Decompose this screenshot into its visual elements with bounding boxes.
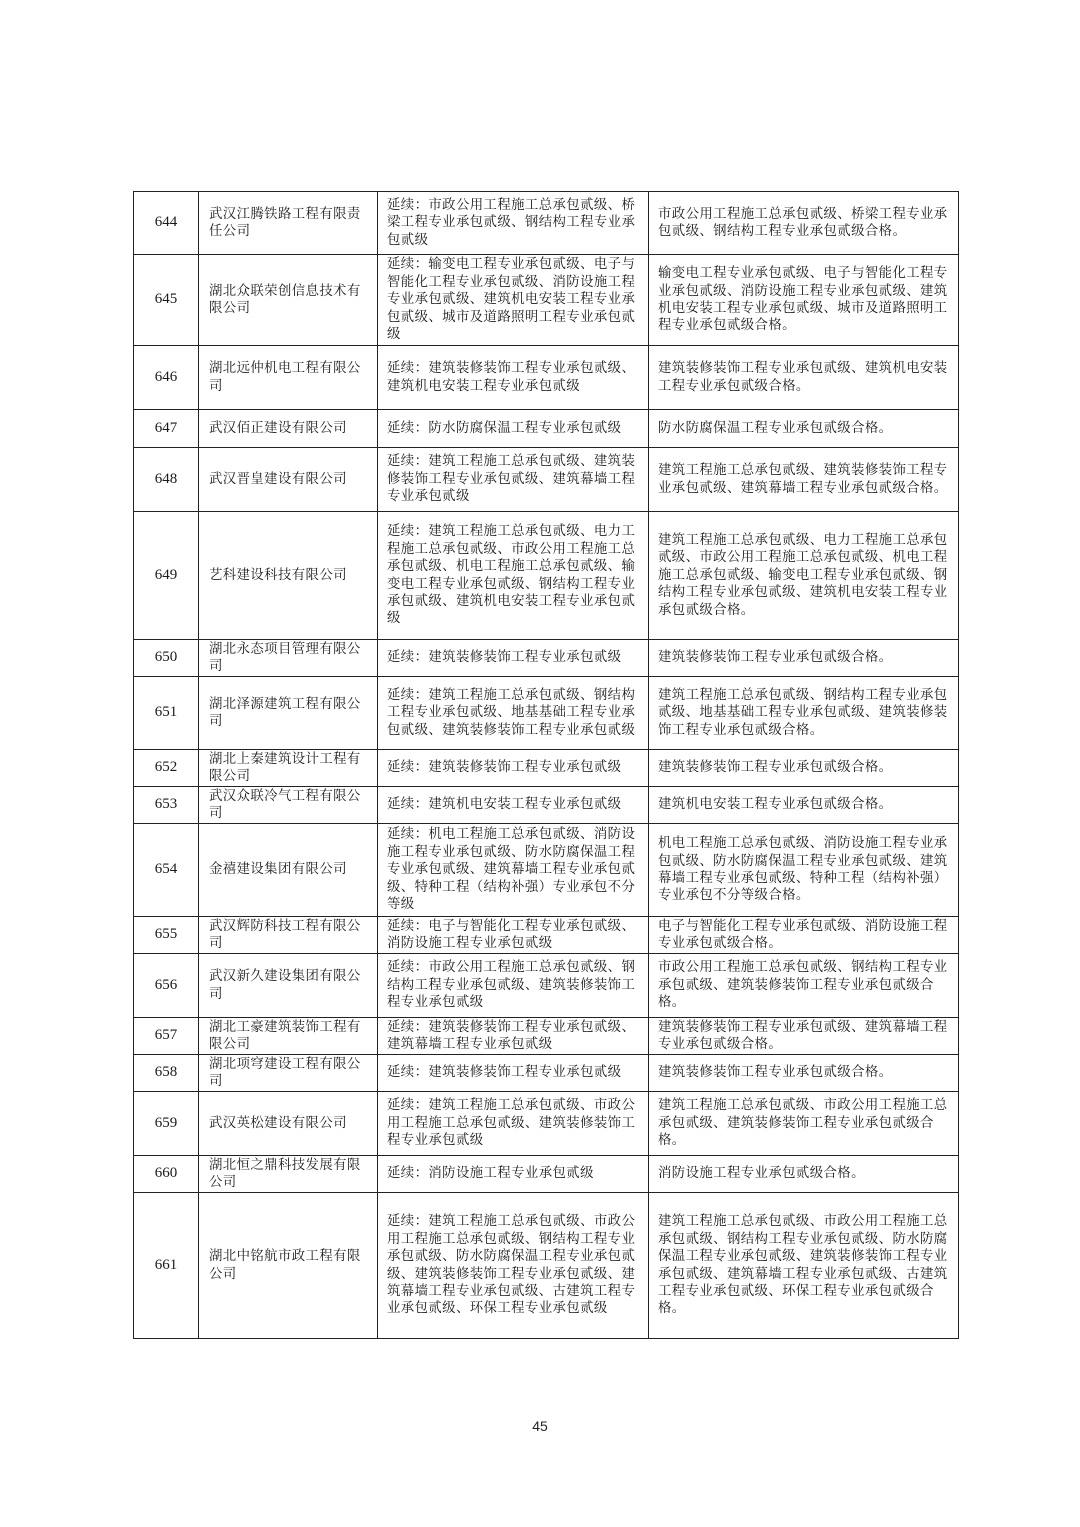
application-content: 延续：建筑工程施工总承包贰级、建筑装修装饰工程专业承包贰级、建筑幕墙工程专业承包贰级	[378, 448, 649, 512]
review-result: 建筑装修装饰工程专业承包贰级合格。	[649, 640, 959, 677]
company-name: 艺科建设科技有限公司	[199, 512, 378, 640]
table-row	[134, 917, 959, 954]
table-row	[134, 448, 959, 512]
table-row	[134, 1193, 959, 1339]
company-name: 武汉新久建设集团有限公司	[199, 954, 378, 1018]
table-row	[134, 824, 959, 917]
company-name: 湖北项穹建设工程有限公司	[199, 1055, 378, 1092]
table-row	[134, 954, 959, 1018]
company-name: 湖北工豪建筑装饰工程有限公司	[199, 1018, 378, 1055]
review-result: 建筑装修装饰工程专业承包贰级合格。	[649, 1055, 959, 1092]
review-result: 市政公用工程施工总承包贰级、桥梁工程专业承包贰级、钢结构工程专业承包贰级合格。	[649, 192, 959, 255]
table-row	[134, 512, 959, 640]
row-number: 660	[134, 1156, 199, 1193]
review-result: 建筑装修装饰工程专业承包贰级合格。	[649, 750, 959, 787]
company-name: 湖北众联荣创信息技术有限公司	[199, 255, 378, 346]
row-number: 644	[134, 192, 199, 255]
table-row	[134, 410, 959, 448]
table-row	[134, 1156, 959, 1193]
application-content: 延续：建筑装修装饰工程专业承包贰级	[378, 750, 649, 787]
review-result: 输变电工程专业承包贰级、电子与智能化工程专业承包贰级、消防设施工程专业承包贰级、建筑机电安装工程专业承包贰级、城市及道路照明工程专业承包贰级合格。	[649, 255, 959, 346]
row-number: 657	[134, 1018, 199, 1055]
row-number: 658	[134, 1055, 199, 1092]
application-content: 延续：建筑机电安装工程专业承包贰级	[378, 787, 649, 824]
application-content: 延续：建筑装修装饰工程专业承包贰级	[378, 1055, 649, 1092]
review-result: 建筑工程施工总承包贰级、市政公用工程施工总承包贰级、钢结构工程专业承包贰级、防水防腐保温工程专业承包贰级、建筑装修装饰工程专业承包贰级、建筑幕墙工程专业承包贰级、古建筑工程专业承包贰级、环保工程专业承包贰级合格。	[649, 1193, 959, 1339]
row-number: 652	[134, 750, 199, 787]
table-row	[134, 346, 959, 410]
company-name: 湖北中铭航市政工程有限公司	[199, 1193, 378, 1339]
review-result: 防水防腐保温工程专业承包贰级合格。	[649, 410, 959, 448]
application-content: 延续：建筑装修装饰工程专业承包贰级、建筑幕墙工程专业承包贰级	[378, 1018, 649, 1055]
row-number: 661	[134, 1193, 199, 1339]
row-number: 649	[134, 512, 199, 640]
review-result: 建筑工程施工总承包贰级、钢结构工程专业承包贰级、地基基础工程专业承包贰级、建筑装修装饰工程专业承包贰级合格。	[649, 677, 959, 750]
review-result: 建筑装修装饰工程专业承包贰级、建筑机电安装工程专业承包贰级合格。	[649, 346, 959, 410]
table-row	[134, 1055, 959, 1092]
company-name: 武汉辉防科技工程有限公司	[199, 917, 378, 954]
review-result: 建筑工程施工总承包贰级、建筑装修装饰工程专业承包贰级、建筑幕墙工程专业承包贰级合格。	[649, 448, 959, 512]
application-content: 延续：建筑装修装饰工程专业承包贰级、建筑机电安装工程专业承包贰级	[378, 346, 649, 410]
company-name: 武汉英松建设有限公司	[199, 1092, 378, 1156]
table-row	[134, 640, 959, 677]
qualification-table	[133, 191, 959, 1339]
table-row	[134, 677, 959, 750]
application-content: 延续：市政公用工程施工总承包贰级、钢结构工程专业承包贰级、建筑装修装饰工程专业承包贰级	[378, 954, 649, 1018]
review-result: 建筑工程施工总承包贰级、市政公用工程施工总承包贰级、建筑装修装饰工程专业承包贰级合格。	[649, 1092, 959, 1156]
row-number: 659	[134, 1092, 199, 1156]
company-name: 武汉江腾铁路工程有限责任公司	[199, 192, 378, 255]
row-number: 653	[134, 787, 199, 824]
application-content: 延续：消防设施工程专业承包贰级	[378, 1156, 649, 1193]
application-content: 延续：输变电工程专业承包贰级、电子与智能化工程专业承包贰级、消防设施工程专业承包贰级、建筑机电安装工程专业承包贰级、城市及道路照明工程专业承包贰级	[378, 255, 649, 346]
review-result: 电子与智能化工程专业承包贰级、消防设施工程专业承包贰级合格。	[649, 917, 959, 954]
table-row	[134, 787, 959, 824]
row-number: 651	[134, 677, 199, 750]
review-result: 建筑机电安装工程专业承包贰级合格。	[649, 787, 959, 824]
application-content: 延续：建筑工程施工总承包贰级、市政公用工程施工总承包贰级、钢结构工程专业承包贰级、防水防腐保温工程专业承包贰级、建筑装修装饰工程专业承包贰级、建筑幕墙工程专业承包贰级、古建筑工程专业承包贰级、环保工程专业承包贰级	[378, 1193, 649, 1339]
row-number: 645	[134, 255, 199, 346]
review-result: 机电工程施工总承包贰级、消防设施工程专业承包贰级、防水防腐保温工程专业承包贰级、建筑幕墙工程专业承包贰级、特种工程（结构补强）专业承包不分等级合格。	[649, 824, 959, 917]
company-name: 武汉佰正建设有限公司	[199, 410, 378, 448]
company-name: 武汉晋皇建设有限公司	[199, 448, 378, 512]
review-result: 建筑工程施工总承包贰级、电力工程施工总承包贰级、市政公用工程施工总承包贰级、机电工程施工总承包贰级、输变电工程专业承包贰级、钢结构工程专业承包贰级、建筑机电安装工程专业承包贰级合格。	[649, 512, 959, 640]
application-content: 延续：建筑装修装饰工程专业承包贰级	[378, 640, 649, 677]
company-name: 湖北恒之鼎科技发展有限公司	[199, 1156, 378, 1193]
row-number: 648	[134, 448, 199, 512]
review-result: 建筑装修装饰工程专业承包贰级、建筑幕墙工程专业承包贰级合格。	[649, 1018, 959, 1055]
application-content: 延续：防水防腐保温工程专业承包贰级	[378, 410, 649, 448]
table-row	[134, 1018, 959, 1055]
table-row	[134, 255, 959, 346]
row-number: 654	[134, 824, 199, 917]
table-row	[134, 750, 959, 787]
application-content: 延续：市政公用工程施工总承包贰级、桥梁工程专业承包贰级、钢结构工程专业承包贰级	[378, 192, 649, 255]
company-name: 金禧建设集团有限公司	[199, 824, 378, 917]
company-name: 湖北泽源建筑工程有限公司	[199, 677, 378, 750]
row-number: 656	[134, 954, 199, 1018]
review-result: 消防设施工程专业承包贰级合格。	[649, 1156, 959, 1193]
application-content: 延续：机电工程施工总承包贰级、消防设施工程专业承包贰级、防水防腐保温工程专业承包贰级、建筑幕墙工程专业承包贰级、特种工程（结构补强）专业承包不分等级	[378, 824, 649, 917]
application-content: 延续：建筑工程施工总承包贰级、钢结构工程专业承包贰级、地基基础工程专业承包贰级、建筑装修装饰工程专业承包贰级	[378, 677, 649, 750]
row-number: 655	[134, 917, 199, 954]
row-number: 647	[134, 410, 199, 448]
row-number: 650	[134, 640, 199, 677]
table-row	[134, 192, 959, 255]
table-body	[134, 192, 959, 1339]
company-name: 湖北永态项目管理有限公司	[199, 640, 378, 677]
company-name: 湖北远仲机电工程有限公司	[199, 346, 378, 410]
review-result: 市政公用工程施工总承包贰级、钢结构工程专业承包贰级、建筑装修装饰工程专业承包贰级合格。	[649, 954, 959, 1018]
application-content: 延续：建筑工程施工总承包贰级、市政公用工程施工总承包贰级、建筑装修装饰工程专业承包贰级	[378, 1092, 649, 1156]
application-content: 延续：建筑工程施工总承包贰级、电力工程施工总承包贰级、市政公用工程施工总承包贰级、机电工程施工总承包贰级、输变电工程专业承包贰级、钢结构工程专业承包贰级、建筑机电安装工程专业承包贰级	[378, 512, 649, 640]
application-content: 延续：电子与智能化工程专业承包贰级、消防设施工程专业承包贰级	[378, 917, 649, 954]
company-name: 湖北上秦建筑设计工程有限公司	[199, 750, 378, 787]
table-row	[134, 1092, 959, 1156]
row-number: 646	[134, 346, 199, 410]
page-number: 45	[532, 1418, 548, 1434]
company-name: 武汉众联冷气工程有限公司	[199, 787, 378, 824]
